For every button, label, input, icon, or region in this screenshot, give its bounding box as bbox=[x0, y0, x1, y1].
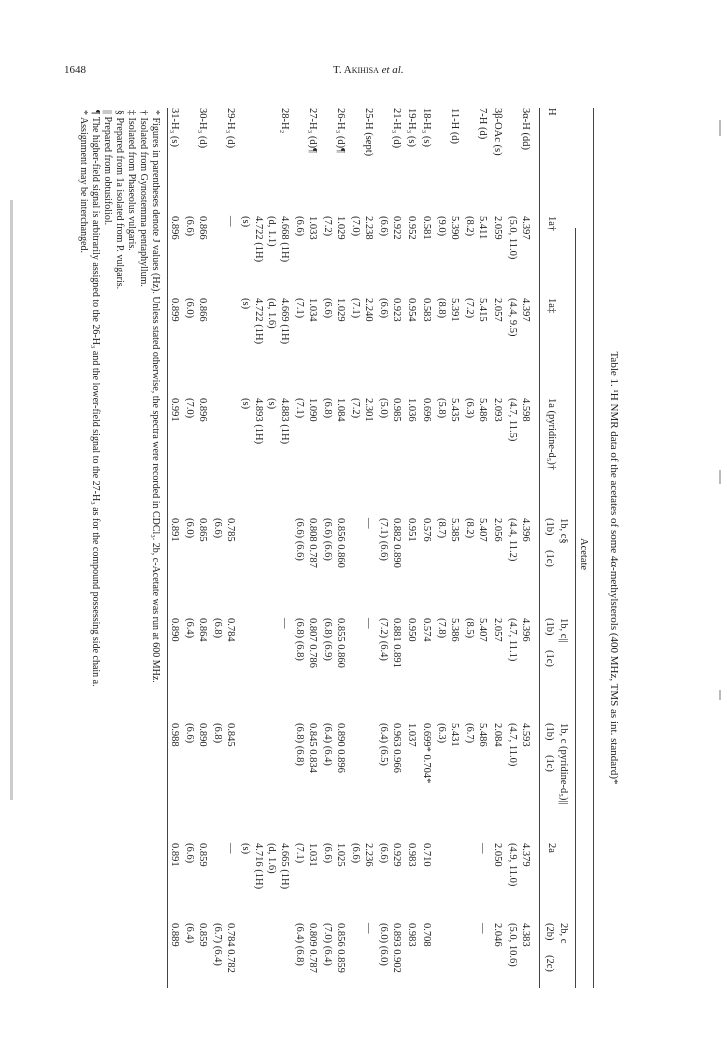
row-label: 28-H₂ bbox=[279, 108, 290, 134]
table-cell: 0.784 0.782 bbox=[225, 923, 236, 973]
column-subheader: (1b) bbox=[544, 518, 555, 536]
table-cell: 4.383 bbox=[520, 923, 531, 947]
table-cell: — bbox=[363, 518, 374, 529]
table-cell: (6.6) bbox=[378, 216, 389, 237]
table-cell: 1.084 bbox=[335, 398, 346, 422]
table-cell: (6.4) (6.8) bbox=[294, 923, 305, 966]
table-cell: 0.896 bbox=[169, 216, 180, 240]
table-cell: (s) bbox=[240, 398, 251, 410]
table-cell: 2.059 bbox=[492, 216, 503, 240]
row-label: 30-H₃ (d) bbox=[197, 108, 208, 149]
scan-edge-right bbox=[719, 120, 721, 136]
table-cell: 4.722 (1H) bbox=[253, 298, 264, 345]
table-cell: 2.301 bbox=[363, 398, 374, 422]
table-cell: (7.8) bbox=[436, 618, 447, 639]
footnote: || Prepared from obtusifoliol. bbox=[102, 110, 113, 226]
row-label: 21-H₃ (d) bbox=[391, 108, 402, 149]
table-cell: 5.411 bbox=[477, 216, 488, 240]
table-cell: 0.865 bbox=[197, 518, 208, 542]
table-cell: (s) bbox=[240, 298, 251, 310]
table-cell: 0.983 bbox=[406, 923, 417, 947]
table-cell: (6.8) (6.9) bbox=[322, 618, 333, 661]
table-cell: (8.5) bbox=[464, 618, 475, 639]
table-cell: 1.033 bbox=[307, 216, 318, 240]
table-cell: (6.0) bbox=[184, 298, 195, 319]
table-cell: 5.407 bbox=[477, 518, 488, 542]
table-cell: 0.583 bbox=[421, 298, 432, 322]
table-cell: 0.855 0.860 bbox=[335, 618, 346, 668]
table-cell: (8.8) bbox=[436, 298, 447, 319]
page-number: 1648 bbox=[64, 64, 86, 76]
table-cell: 4.397 bbox=[520, 298, 531, 322]
table-cell: — bbox=[363, 923, 374, 934]
table-cell: (6.7) bbox=[464, 723, 475, 744]
table-cell: (7.0) (6.4) bbox=[322, 923, 333, 966]
footnote: ¶ The higher-field signal is arbitrarily assigned to the 26-H₃ and the lower-field signal to the 27-H₃ as for the compound possessing side chain a. bbox=[90, 110, 101, 687]
table-cell: — bbox=[225, 843, 236, 854]
table-cell: (8.7) bbox=[436, 518, 447, 539]
table-cell: 0.899 bbox=[169, 298, 180, 322]
table-cell: 0.856 0.859 bbox=[335, 923, 346, 973]
table-cell: (5.0, 10.6) bbox=[507, 923, 518, 967]
table-cell: 4.396 bbox=[520, 518, 531, 542]
table-cell: 0.708 bbox=[421, 923, 432, 947]
table-cell: — bbox=[225, 216, 236, 227]
table-group-label: Acetate bbox=[578, 538, 589, 571]
row-label: 19-H₃ (s) bbox=[406, 108, 417, 147]
table-cell: 1.029 bbox=[335, 298, 346, 322]
table-cell: (7.1) (6.6) bbox=[378, 518, 389, 561]
table-group-rule bbox=[575, 228, 576, 988]
column-subheader: (1b) bbox=[544, 723, 555, 741]
footnote: * Figures in parentheses denote J values (Hz). Unless stated otherwise, the spectra were recorded in CDCl₃. 2b, c-Acetate was run at 600 MHz. bbox=[150, 110, 161, 683]
table-cell: (8.2) bbox=[464, 216, 475, 237]
table-cell: (s) bbox=[240, 216, 251, 228]
table-cell: (6.3) bbox=[436, 723, 447, 744]
table-cell: (d, 1.6) bbox=[266, 298, 277, 329]
table-cell: 0.809 0.787 bbox=[307, 923, 318, 973]
table-cell: (6.6) bbox=[294, 216, 305, 237]
table-cell: (s) bbox=[240, 843, 251, 855]
table-cell: 0.890 0.896 bbox=[335, 723, 346, 773]
table-cell: 1.029 bbox=[335, 216, 346, 240]
row-label: 26-H₃ (d)¶ bbox=[335, 108, 346, 153]
rotated-table bbox=[78, 108, 620, 1028]
table-cell: — bbox=[363, 618, 374, 629]
table-cell: 4.598 bbox=[520, 398, 531, 422]
column-header: 1b, c§ bbox=[558, 518, 569, 544]
table-cell: (6.6) bbox=[212, 518, 223, 539]
column-header: 2b, c bbox=[558, 923, 569, 944]
table-cell: 0.954 bbox=[406, 298, 417, 322]
table-cell: (6.8) (6.8) bbox=[294, 618, 305, 661]
table-cell: 0.845 bbox=[225, 723, 236, 747]
table-cell: 0.963 0.966 bbox=[391, 723, 402, 773]
table-cell: 5.386 bbox=[449, 618, 460, 642]
table-cell: 2.050 bbox=[492, 843, 503, 867]
table-cell: 4.593 bbox=[520, 723, 531, 747]
table-cell: (6.8) bbox=[212, 723, 223, 744]
table-cell: 5.435 bbox=[449, 398, 460, 422]
footnote: * Assignment may be interchanged. bbox=[78, 110, 89, 254]
column-header: 1a† bbox=[546, 216, 557, 232]
footnote: † Isolated from Gynostemma pentaphyllum. bbox=[138, 110, 149, 287]
table-cell: 2.238 bbox=[363, 216, 374, 240]
footnote: § Prepared from 1a isolated from P. vulgaris. bbox=[114, 110, 125, 290]
table-cell: (6.6) (6.6) bbox=[322, 518, 333, 561]
table-cell: (4.9, 11.0) bbox=[507, 843, 518, 887]
table-cell: 0.891 bbox=[169, 518, 180, 542]
table-cell: (6.4) (6.5) bbox=[378, 723, 389, 766]
table-cell: 0.983 bbox=[406, 843, 417, 867]
table-cell: (5.8) bbox=[436, 398, 447, 419]
table-cell: 1.036 bbox=[406, 398, 417, 422]
table-cell: (4.7, 11.5) bbox=[507, 398, 518, 442]
table-cell: 2.240 bbox=[363, 298, 374, 322]
table-cell: (6.7) (6.4) bbox=[212, 923, 223, 966]
table-cell: 5.415 bbox=[477, 298, 488, 322]
table-bottom-rule bbox=[167, 108, 168, 988]
table-cell: 4.716 (1H) bbox=[253, 843, 264, 890]
row-label: 3β-OAc (s) bbox=[492, 108, 503, 156]
row-label: 7-H (d) bbox=[477, 108, 488, 140]
running-head-suffix: et al. bbox=[381, 64, 404, 76]
table-cell: 5.431 bbox=[449, 723, 460, 747]
table-cell: 4.722 (1H) bbox=[253, 216, 264, 263]
row-label: 3α-H (dd) bbox=[520, 108, 531, 150]
table-cell: 0.889 bbox=[169, 923, 180, 947]
table-cell: (6.6) bbox=[184, 216, 195, 237]
column-header: H bbox=[546, 108, 557, 116]
table-cell: (6.6) bbox=[184, 843, 195, 864]
column-header: 1b, c (pyridine-d₅)|| bbox=[558, 723, 569, 805]
table-cell: (s) bbox=[266, 398, 277, 410]
row-label: 27-H₃ (d)¶ bbox=[307, 108, 318, 153]
table-cell: (6.6) bbox=[322, 298, 333, 319]
table-cell: 0.991 bbox=[169, 398, 180, 422]
table-cell: 1.037 bbox=[406, 723, 417, 747]
table-cell: 5.390 bbox=[449, 216, 460, 240]
table-cell: 5.407 bbox=[477, 618, 488, 642]
table-cell: (7.2) (6.4) bbox=[378, 618, 389, 661]
column-header: 1b, c|| bbox=[558, 618, 569, 643]
table-cell: (4.4, 9.5) bbox=[507, 298, 518, 337]
table-cell: (7.1) bbox=[350, 298, 361, 319]
table-cell: 0.952 bbox=[406, 216, 417, 240]
table-cell: 1.034 bbox=[307, 298, 318, 322]
table-cell: (d, 1.1) bbox=[266, 216, 277, 247]
column-header: 2a bbox=[546, 843, 557, 853]
table-cell: (6.6) (6.6) bbox=[294, 518, 305, 561]
table-cell: 1.090 bbox=[307, 398, 318, 422]
table-cell: (6.8) bbox=[322, 398, 333, 419]
table-cell: 4.883 (1H) bbox=[279, 398, 290, 445]
row-label: 29-H₃ (d) bbox=[225, 108, 236, 149]
table-cell: (6.4) bbox=[184, 923, 195, 944]
table-cell: 0.896 bbox=[197, 398, 208, 422]
column-subheader: (1b) bbox=[544, 618, 555, 636]
table-cell: (7.2) bbox=[322, 216, 333, 237]
column-subheader: (2b) bbox=[544, 923, 555, 941]
table-cell: (7.1) bbox=[294, 298, 305, 319]
table-cell: 0.864 bbox=[197, 618, 208, 642]
table-cell: (6.8) (6.8) bbox=[294, 723, 305, 766]
table-caption: Table 1. ¹H NMR data of the acetates of some 4α-methylsterols (400 MHz, TMS as int. standard)* bbox=[608, 351, 620, 785]
table-cell: 0.893 0.902 bbox=[391, 923, 402, 973]
table-cell: (6.8) bbox=[212, 618, 223, 639]
row-label: 11-H (d) bbox=[449, 108, 460, 145]
table-cell: 4.396 bbox=[520, 618, 531, 642]
table-cell: 2.084 bbox=[492, 723, 503, 747]
table-cell: 4.893 (1H) bbox=[253, 398, 264, 445]
table-cell: (6.6) bbox=[378, 843, 389, 864]
row-label: 25-H (sept) bbox=[363, 108, 374, 157]
scan-edge-left bbox=[10, 200, 13, 800]
table-cell: (6.0) (6.0) bbox=[378, 923, 389, 966]
table-cell: 2.057 bbox=[492, 298, 503, 322]
table-cell: 0.710 bbox=[421, 843, 432, 867]
table-cell: (7.0) bbox=[350, 216, 361, 237]
column-header: 1a (pyridine-d₅)† bbox=[546, 398, 557, 471]
table-cell: 0.988 bbox=[169, 723, 180, 747]
table-cell: 0.922 bbox=[391, 216, 402, 240]
column-subheader: (1c) bbox=[544, 550, 555, 567]
table-cell: 0.859 bbox=[197, 923, 208, 947]
table-cell: 0.866 bbox=[197, 298, 208, 322]
column-header: 1a‡ bbox=[546, 298, 557, 314]
table-cell: (5.0, 11.0) bbox=[507, 216, 518, 260]
scan-edge-right bbox=[719, 470, 721, 484]
table-cell: 0.890 bbox=[169, 618, 180, 642]
table-cell: (6.0) bbox=[184, 518, 195, 539]
table-cell: 1.031 bbox=[307, 843, 318, 867]
table-cell: (7.1) bbox=[294, 843, 305, 864]
scan-edge-right bbox=[719, 690, 721, 700]
footnote: ‡ Isolated from Phaseolus vulgaris. bbox=[126, 110, 137, 251]
table-cell: (9.0) bbox=[436, 216, 447, 237]
table-cell: 0.784 bbox=[225, 618, 236, 642]
table-cell: 2.057 bbox=[492, 618, 503, 642]
table-cell: (7.1) bbox=[294, 398, 305, 419]
row-label: 31-H₃ (s) bbox=[169, 108, 180, 147]
table-cell: 0.576 bbox=[421, 518, 432, 542]
table-cell: (6.4) bbox=[184, 618, 195, 639]
table-cell: (4.7, 11.1) bbox=[507, 618, 518, 662]
table-cell: 0.881 0.891 bbox=[391, 618, 402, 668]
table-cell: 5.391 bbox=[449, 298, 460, 322]
table-cell: — bbox=[477, 843, 488, 854]
column-subheader: (1c) bbox=[544, 650, 555, 667]
table-cell: (8.2) bbox=[464, 518, 475, 539]
table-cell: 5.486 bbox=[477, 723, 488, 747]
table-cell: 0.574 bbox=[421, 618, 432, 642]
table-cell: 5.385 bbox=[449, 518, 460, 542]
table-cell: 0.882 0.890 bbox=[391, 518, 402, 568]
table-cell: (5.0) bbox=[378, 398, 389, 419]
table-cell: 0.951 bbox=[406, 518, 417, 542]
table-cell: 0.866 bbox=[197, 216, 208, 240]
table-cell: 4.379 bbox=[520, 843, 531, 867]
table-cell: 0.950 bbox=[406, 618, 417, 642]
running-head-author: T. Akihisa bbox=[333, 64, 379, 76]
table-cell: (4.7, 11.0) bbox=[507, 723, 518, 767]
table-cell: 0.891 bbox=[169, 843, 180, 867]
table-cell: 0.845 0.834 bbox=[307, 723, 318, 773]
table-cell: 1.025 bbox=[335, 843, 346, 867]
column-subheader: (1c) bbox=[544, 755, 555, 772]
table-cell: 5.486 bbox=[477, 398, 488, 422]
table-cell: 0.696 bbox=[421, 398, 432, 422]
table-cell: (6.3) bbox=[464, 398, 475, 419]
table-cell: — bbox=[477, 923, 488, 934]
table-cell: (7.2) bbox=[464, 298, 475, 319]
table-cell: 0.581 bbox=[421, 216, 432, 240]
table-cell: (6.6) bbox=[378, 298, 389, 319]
table-cell: 0.808 0.787 bbox=[307, 518, 318, 568]
table-cell: 0.890 bbox=[197, 723, 208, 747]
table-cell: 0.856 0.860 bbox=[335, 518, 346, 568]
table-header-rule bbox=[539, 108, 540, 988]
table-cell: (6.4) (6.4) bbox=[322, 723, 333, 766]
table-cell: 2.046 bbox=[492, 923, 503, 947]
table-cell: 4.397 bbox=[520, 216, 531, 240]
table-cell: (7.2) bbox=[350, 398, 361, 419]
table-cell: 0.807 0.786 bbox=[307, 618, 318, 668]
table-cell: 2.236 bbox=[363, 843, 374, 867]
table-cell: (d, 1.6) bbox=[266, 843, 277, 874]
table-cell: 4.665 (1H) bbox=[279, 843, 290, 890]
table-cell: (7.0) bbox=[184, 398, 195, 419]
table-cell: 0.923 bbox=[391, 298, 402, 322]
table-cell: 2.056 bbox=[492, 518, 503, 542]
table-cell: (6.6) bbox=[322, 843, 333, 864]
table-cell: 4.669 (1H) bbox=[279, 298, 290, 345]
table-cell: (6.6) bbox=[350, 843, 361, 864]
table-cell: 0.699* 0.704* bbox=[421, 723, 432, 784]
row-label: 18-H₃ (s) bbox=[421, 108, 432, 147]
column-subheader: (2c) bbox=[544, 955, 555, 972]
table-top-rule bbox=[593, 108, 594, 988]
running-head bbox=[333, 64, 404, 76]
table-cell: 0.785 bbox=[225, 518, 236, 542]
table-cell: — bbox=[279, 618, 290, 629]
table-cell: (6.6) bbox=[184, 723, 195, 744]
table-cell: 4.668 (1H) bbox=[279, 216, 290, 263]
table-cell: 2.093 bbox=[492, 398, 503, 422]
table-cell: 0.859 bbox=[197, 843, 208, 867]
table-cell: 0.929 bbox=[391, 843, 402, 867]
table-cell: (4.4, 11.2) bbox=[507, 518, 518, 562]
table-cell: 0.985 bbox=[391, 398, 402, 422]
